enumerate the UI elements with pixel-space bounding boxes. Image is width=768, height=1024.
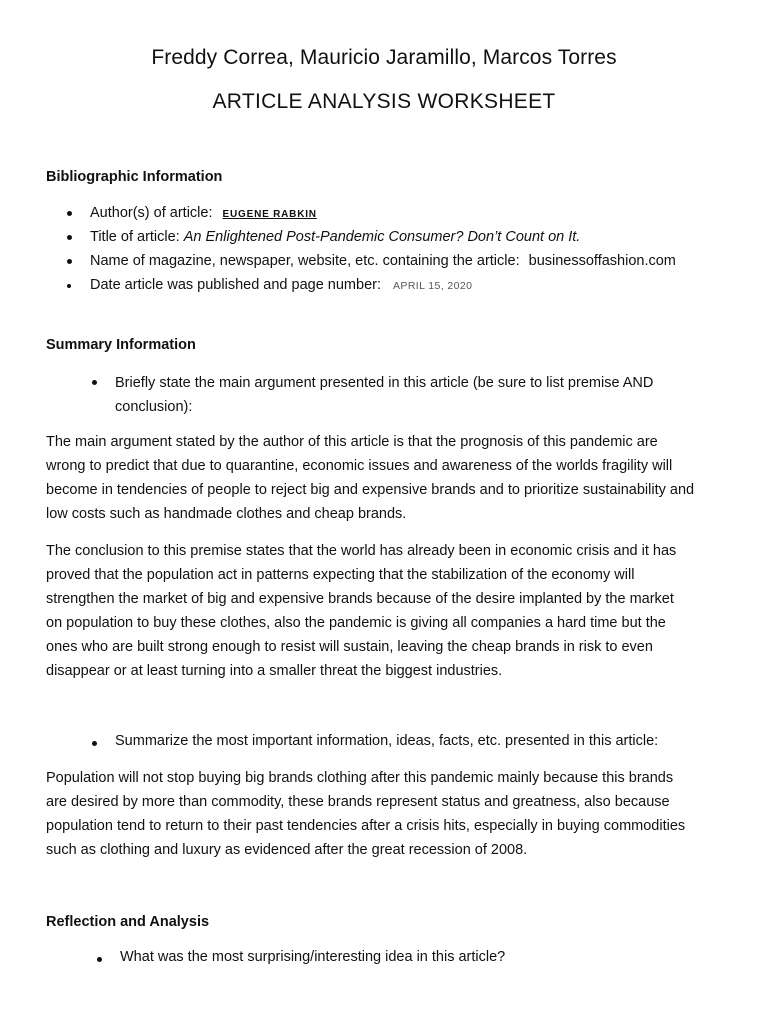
bullet-dot [92,380,97,385]
reflection-heading: Reflection and Analysis [46,914,210,930]
bullet-dot [97,957,102,962]
argument-prompt-line: conclusion): [115,399,193,415]
title-label: Title of article: [90,229,180,245]
paragraph-line: The conclusion to this premise states that the world has already been in economic crisis and it has [46,543,677,559]
conclusion-paragraph [46,539,736,683]
paragraph-line: Population will not stop buying big brands clothing after this pandemic mainly because this brands [46,770,674,786]
date-value: APRIL 15, 2020 [393,280,473,292]
argument-prompt [115,371,725,419]
bullet-dot [92,741,97,746]
article-title-row [90,229,580,245]
paragraph-line: population tend to return to their past tendencies after a crisis hits, especially in buying commodities [46,818,686,834]
bullet-dot [67,235,72,240]
argument-prompt-line: Briefly state the main argument presented in this article (be sure to list premise AND [115,375,654,391]
paragraph-line: such as clothing and luxury as evidenced after the great recession of 2008. [46,842,528,858]
title-value: An Enlightened Post-Pandemic Consumer? Don’t Count on It. [183,229,581,245]
paragraph-line: low costs such as handmade clothes and cheap brands. [46,506,407,522]
bibliographic-heading: Bibliographic Information [46,169,223,185]
paragraph-line: become in tendencies of people to reject big and expensive brands and to prioritize sustainability and [46,482,695,498]
source-row [90,253,676,269]
author-value: EUGENE RABKIN [222,209,317,220]
paragraph-line: disappear or at least turning into a smaller threat the biggest industries. [46,663,503,679]
source-value: businessoffashion.com [528,253,676,269]
authors-line: Freddy Correa, Mauricio Jaramillo, Marcos Torres [151,46,617,69]
bullet-dot [67,284,71,288]
date-label: Date article was published and page number: [90,277,381,293]
paragraph-line: ones who are built strong enough to resist will sustain, leaving the cheap brands in risk to even [46,639,653,655]
worksheet-title: ARTICLE ANALYSIS WORKSHEET [212,90,556,113]
paragraph-line: strengthen the market of big and expensive brands because of the desire implanted by the market [46,591,674,607]
surprising-idea-prompt: What was the most surprising/interesting idea in this article? [120,949,506,965]
argument-answer-paragraph [46,430,736,526]
paragraph-line: The main argument stated by the author of this article is that the prognosis of this pandemic are [46,434,658,450]
author-label: Author(s) of article: [90,205,213,221]
paragraph-line: on population to buy these clothes, also the pandemic is giving all companies a hard time but the [46,615,666,631]
author-row [90,205,317,221]
source-label: Name of magazine, newspaper, website, etc. containing the article: [90,253,520,269]
paragraph-line: proved that the population act in patterns expecting that the stabilization of the economy will [46,567,635,583]
summary-heading: Summary Information [46,337,196,353]
bullet-dot [67,211,72,216]
summarize-prompt: Summarize the most important information, ideas, facts, etc. presented in this article: [115,733,659,749]
paragraph-line: wrong to predict that due to quarantine, economic issues and awareness of the worlds fragility will [46,458,673,474]
bullet-dot [67,259,72,264]
summary-answer-paragraph [46,766,736,862]
date-row [90,277,472,293]
paragraph-line: are desired by more than commodity, these brands represent status and greatness, also because [46,794,670,810]
